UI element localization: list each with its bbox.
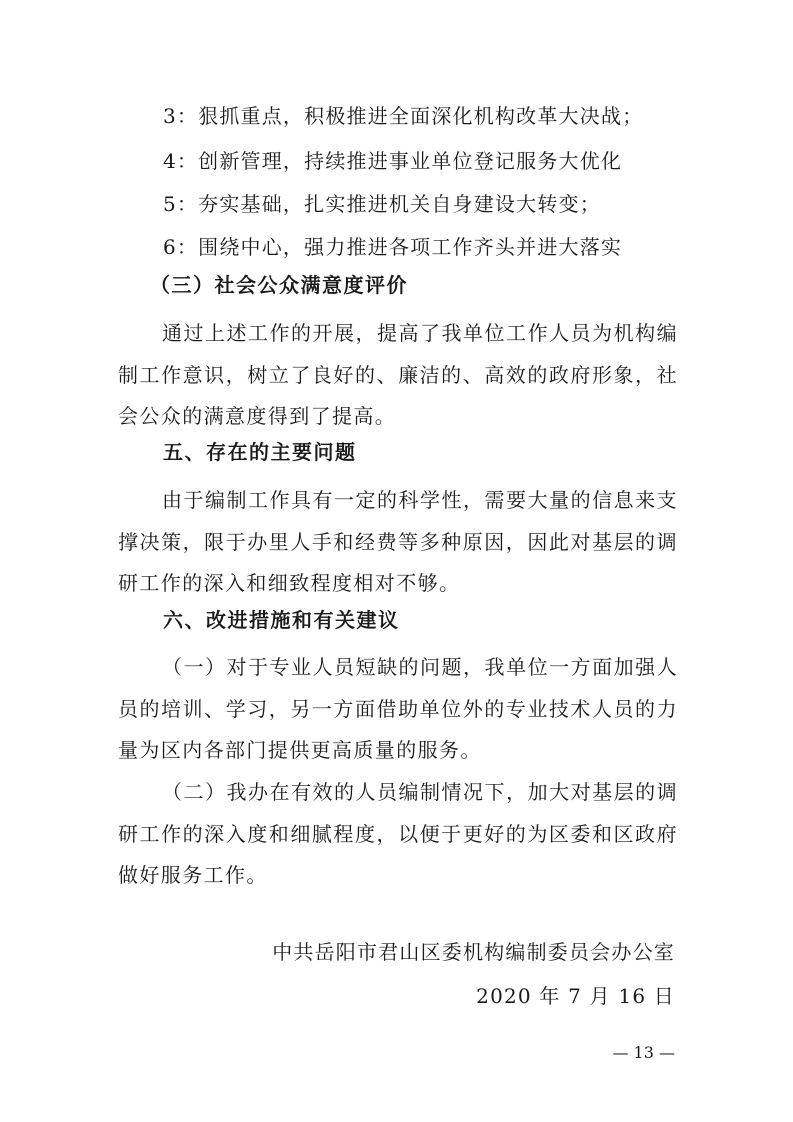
list-item-5: 5：夯实基础，扎实推进机关自身建设大转变； (163, 192, 601, 216)
section-6-heading: 六、改进措施和有关建议 (163, 608, 400, 632)
list-item-4: 4：创新管理，持续推进事业单位登记服务大优化 (163, 149, 623, 173)
signature-organization: 中共岳阳市君山区委机构编制委员会办公室 (272, 940, 675, 964)
section-5-heading: 五、存在的主要问题 (163, 440, 357, 464)
section-3-heading: （三）社会公众满意度评价 (150, 273, 408, 297)
section-6-para-2: （二）我办在有效的人员编制情况下，加大对基层的调研工作的深入度和细腻程度，以便于更好的为区委和区政府做好服务工作。 (118, 780, 678, 887)
section-3-body: 通过上述工作的开展，提高了我单位工作人员为机构编制工作意识，树立了良好的、廉洁的、高效的政府形象，社会公众的满意度得到了提高。 (118, 321, 678, 428)
section-6-para-1: （一）对于专业人员短缺的问题，我单位一方面加强人员的培训、学习，另一方面借助单位外的专业技术人员的力量为区内各部门提供更高质量的服务。 (118, 655, 678, 762)
section-5-body: 由于编制工作具有一定的科学性，需要大量的信息来支撑决策，限于办里人手和经费等多种原因，因此对基层的调研工作的深入和细致程度相对不够。 (118, 488, 678, 595)
list-item-6: 6：围绕中心，强力推进各项工作齐头并进大落实 (163, 235, 623, 259)
list-item-3: 3：狠抓重点，积极推进全面深化机构改革大决战； (163, 104, 644, 128)
page-number: — 13 — (612, 1043, 675, 1062)
signature-date: 2020 年 7 月 16 日 (476, 984, 675, 1008)
